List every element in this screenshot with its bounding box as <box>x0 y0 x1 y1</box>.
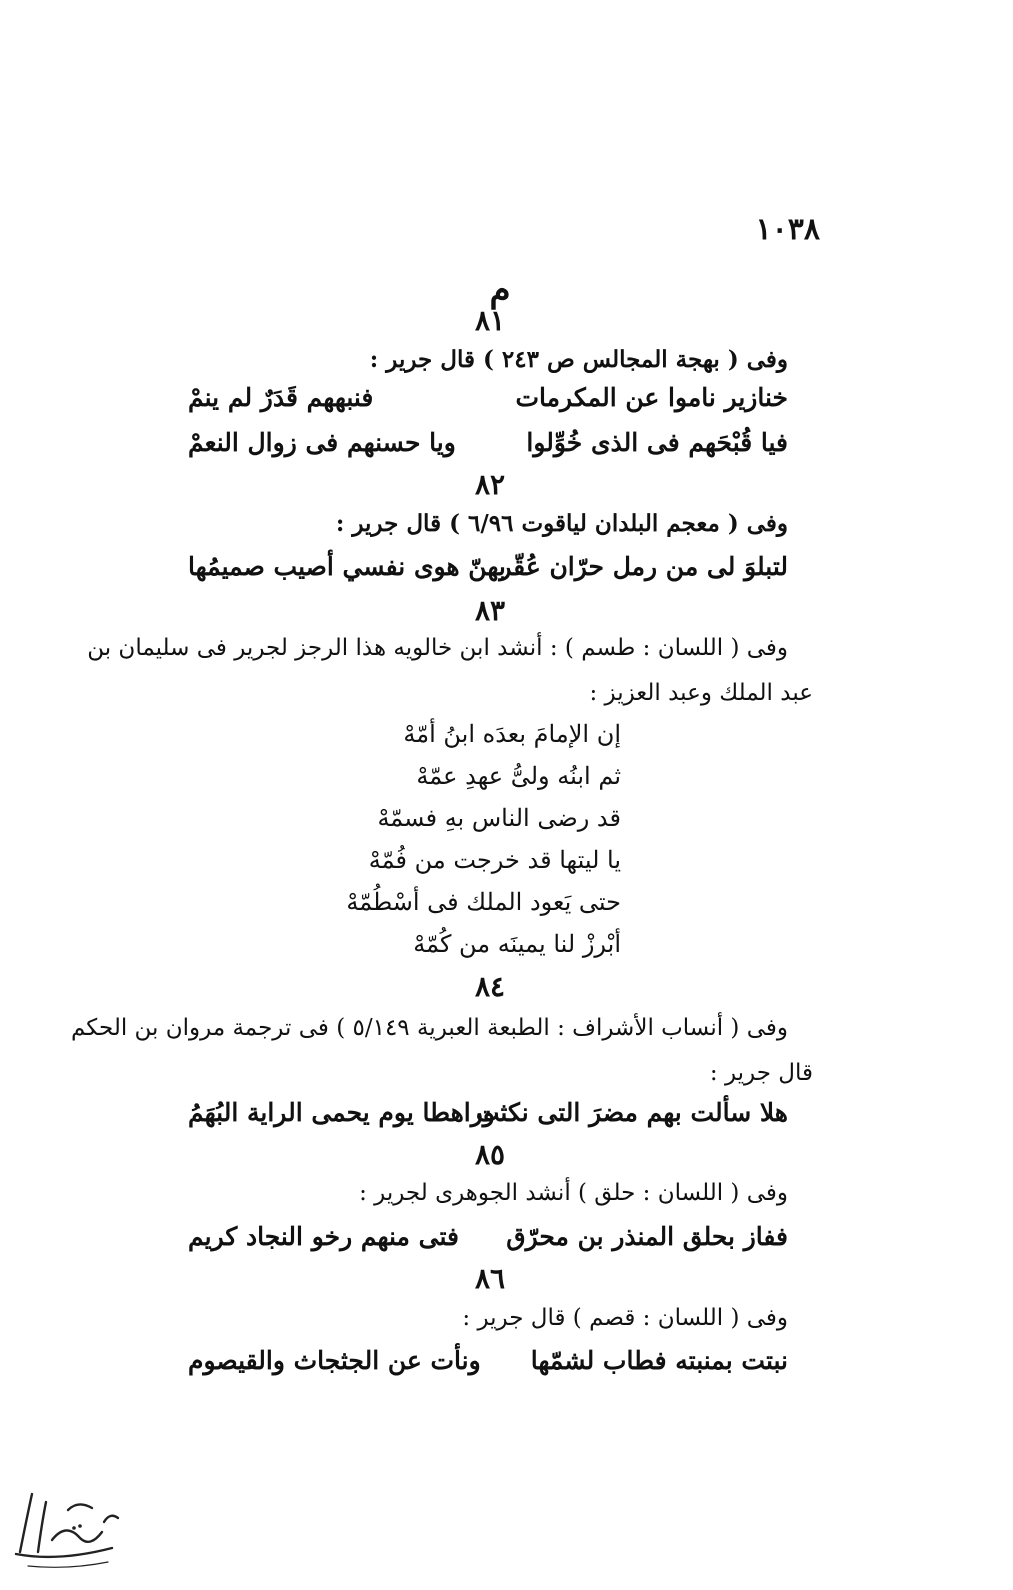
source-line: وفى ( اللسان : قصم ) قال جرير : <box>462 1305 788 1331</box>
verse-first-hemistich: فيا قُبْحَهم فى الذى خُوِّلوا <box>526 428 788 457</box>
rajaz-line: حتى يَعود الملك فى أسْطُمّهْ <box>346 888 621 916</box>
verse-first-hemistich: هلا سألت بهم مضرَ التى نكثت <box>475 1098 788 1127</box>
section-number: ٨٦ <box>474 1262 506 1295</box>
source-line: وفى ( أنساب الأشراف : الطبعة العبرية ٥/١٤٩ ) فى ترجمة مروان بن الحكم <box>70 1015 788 1041</box>
verse-first-hemistich: لتبلوَ لى من رمل حرّان عُقّر <box>499 552 788 581</box>
verse-first-hemistich: خنازير ناموا عن المكرمات <box>515 383 788 412</box>
rajaz-line: إن الإمامَ بعدَه ابنُ أمّهْ <box>403 720 621 748</box>
section-number: ٨٤ <box>474 970 506 1003</box>
source-line: وفى ( اللسان : طسم ) : أنشد ابن خالويه هذا الرجز لجرير فى سليمان بن <box>87 635 788 661</box>
verse-second-hemistich: وراهطا يوم يحمى الراية البُهَمُ <box>188 1098 495 1127</box>
section-number: ٨٢ <box>474 468 506 501</box>
rajaz-line: ثم ابنُه ولىُّ عهدِ عمّهْ <box>416 762 621 790</box>
verse-second-hemistich: ويا حسنهم فى زوال النعمْ <box>188 428 456 457</box>
page-number: ١٠٣٨ <box>755 212 820 247</box>
source-line: وفى ( معجم البلدان لياقوت ٦/٩٦ ) قال جرير : <box>335 510 788 537</box>
verse-second-hemistich: ونأت عن الجثجاث والقيصوم <box>188 1346 481 1375</box>
source-line: وفى ( اللسان : حلق ) أنشد الجوهرى لجرير : <box>359 1180 788 1206</box>
source-line: قال جرير : <box>709 1060 813 1086</box>
section-number: ٨٣ <box>474 594 506 627</box>
verse-first-hemistich: ففاز بحلق المنذر بن محرّق <box>506 1222 788 1251</box>
rajaz-line: قد رضى الناس بهِ فسمّهْ <box>377 804 621 832</box>
letter-heading: م <box>489 270 511 310</box>
section-number: ٨١ <box>474 304 506 337</box>
verse-first-hemistich: نبتت بمنبته فطاب لشمّها <box>530 1346 788 1375</box>
verse-second-hemistich: بهنّ هوى نفسي أصيب صميمُها <box>188 552 506 581</box>
verse-second-hemistich: فنبههم قَدَرٌ لم ينمْ <box>188 383 374 412</box>
calligraphy-stamp-icon <box>8 1482 128 1572</box>
section-number: ٨٥ <box>474 1138 506 1171</box>
source-line: وفى ( بهجة المجالس ص ٢٤٣ ) قال جرير : <box>369 346 788 373</box>
rajaz-line: أبْرزْ لنا يمينَه من كُمّهْ <box>413 930 621 958</box>
source-line: عبد الملك وعبد العزيز : <box>589 680 813 706</box>
rajaz-line: يا ليتها قد خرجت من فُمّهْ <box>368 846 621 874</box>
verse-second-hemistich: فتى منهم رخو النجاد كريم <box>188 1222 459 1251</box>
